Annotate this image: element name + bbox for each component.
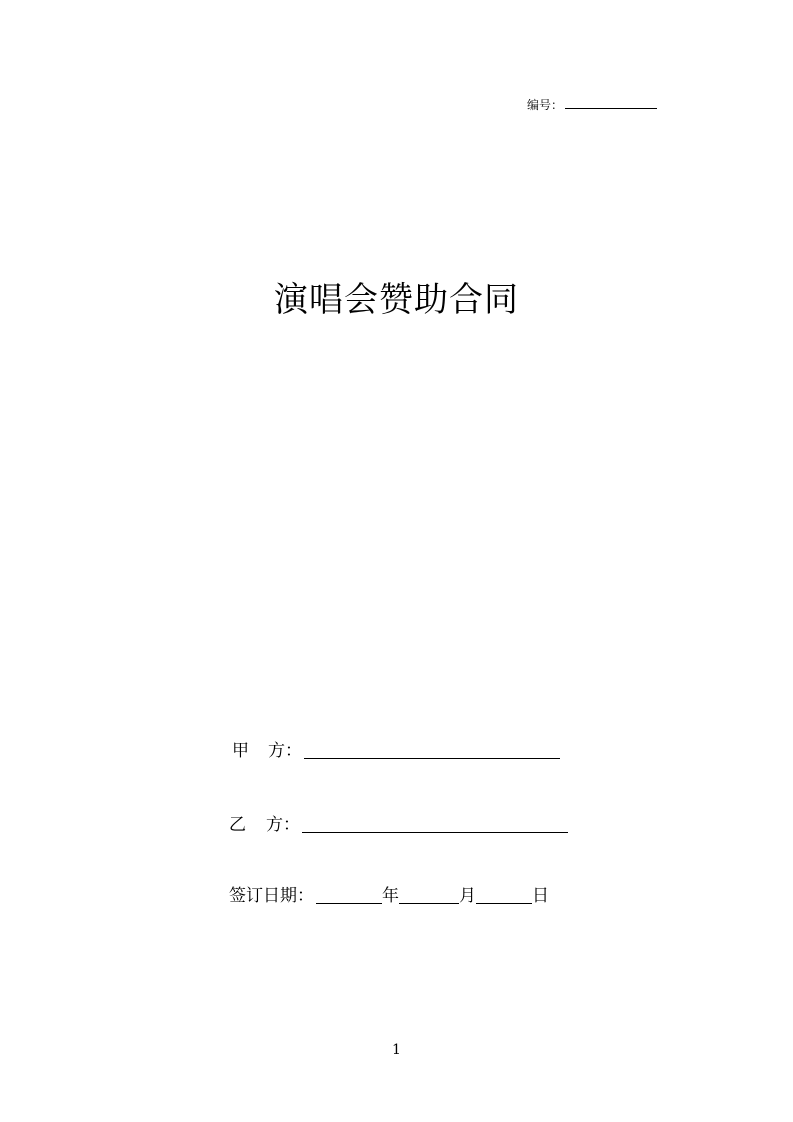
sign-date-year-label: 年 bbox=[382, 886, 399, 906]
sign-date-month-blank bbox=[399, 903, 459, 904]
party-a-label-char1: 甲 bbox=[232, 741, 249, 761]
party-a-field bbox=[232, 740, 560, 762]
contract-number-blank-line bbox=[565, 108, 657, 109]
sign-date-day-blank bbox=[476, 903, 532, 904]
sign-date-label: 签订日期： bbox=[229, 886, 314, 906]
sign-date-year-blank bbox=[316, 903, 382, 904]
contract-number-label: 编号： bbox=[527, 98, 564, 112]
party-b-label-char1: 乙 bbox=[229, 815, 246, 835]
party-a-blank-line bbox=[304, 758, 560, 759]
sign-date-month-label: 月 bbox=[459, 886, 476, 906]
party-b-blank-line bbox=[302, 832, 568, 833]
party-b-field bbox=[229, 814, 568, 836]
sign-date-day-label: 日 bbox=[532, 886, 549, 906]
sign-date-field bbox=[229, 885, 549, 907]
party-b-label-char2: 方： bbox=[266, 815, 300, 835]
party-a-label-char2: 方： bbox=[268, 741, 302, 761]
document-title: 演唱会赞助合同 bbox=[274, 280, 519, 320]
page-number: 1 bbox=[392, 1042, 401, 1058]
contract-number-field bbox=[527, 96, 657, 112]
